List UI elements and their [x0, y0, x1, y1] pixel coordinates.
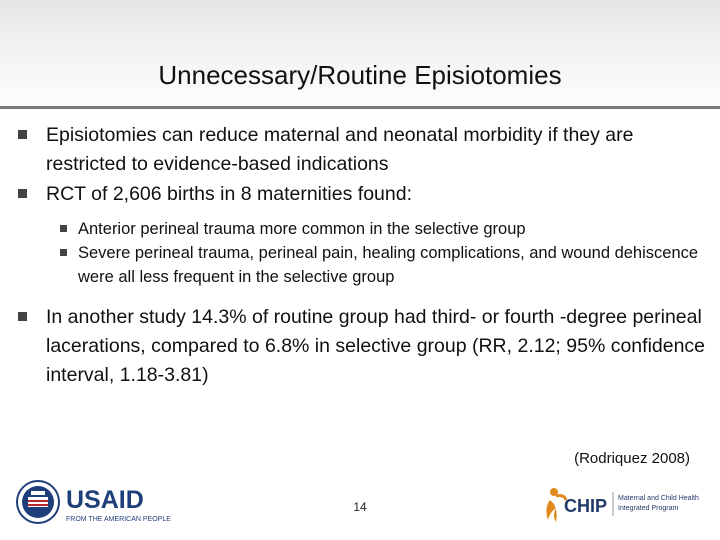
- bullet-item: [18, 303, 708, 390]
- chip-wordmark: CHIP: [564, 496, 608, 516]
- chip-tagline-line-2: Integrated Program: [618, 505, 679, 512]
- square-bullet-icon: [18, 189, 27, 198]
- bullet-text: RCT of 2,606 births in 8 maternities found:: [46, 183, 412, 205]
- citation: (Rodriquez 2008): [574, 450, 690, 467]
- slide-title: Unnecessary/Routine Episiotomies: [158, 60, 562, 90]
- bullet-list: [18, 121, 708, 391]
- sub-bullet-item: [18, 241, 708, 289]
- sub-bullet-text: Anterior perineal trauma more common in the selective group: [78, 220, 526, 238]
- page-number: 14: [353, 500, 367, 514]
- bullet-item: [18, 180, 708, 209]
- bullet-item: [18, 121, 708, 179]
- usaid-tagline: FROM THE AMERICAN PEOPLE: [66, 516, 171, 523]
- usaid-wordmark: USAID: [66, 486, 144, 514]
- title-divider: [0, 106, 720, 109]
- usaid-seal-icon: [17, 481, 59, 523]
- sub-bullet-text: Severe perineal trauma, perineal pain, healing complications, and wound dehiscence were all less frequent in the selective group: [78, 244, 699, 286]
- bullet-text: In another study 14.3% of routine group had third- or fourth -degree perineal lacerations, compared to 6.8% in selective group (RR, 2.12; 95% confidence interval, 1.18-3.81): [46, 306, 706, 386]
- square-bullet-icon: [18, 312, 27, 321]
- chip-tagline-line-1: Maternal and Child Health: [618, 495, 699, 502]
- bullet-text: Episiotomies can reduce maternal and neonatal morbidity if they are restricted to evidence-based indications: [46, 124, 634, 175]
- sub-bullet-item: [18, 217, 708, 241]
- square-bullet-icon: [60, 225, 67, 232]
- usaid-logo: [14, 478, 184, 526]
- chip-logo: [540, 478, 710, 526]
- square-bullet-icon: [60, 249, 67, 256]
- square-bullet-icon: [18, 130, 27, 139]
